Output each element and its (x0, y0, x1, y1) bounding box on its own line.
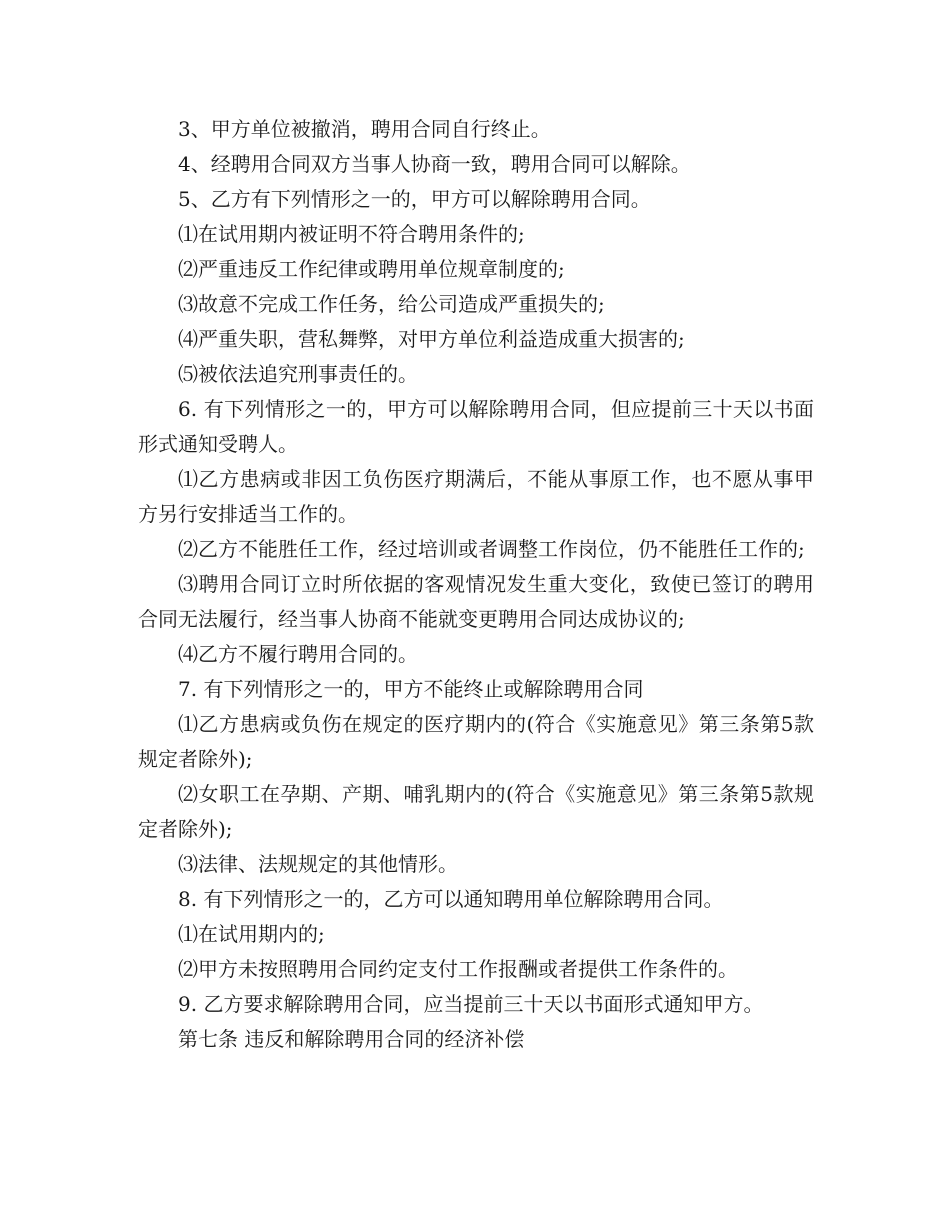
clause-8-item-2: ⑵甲方未按照聘用合同约定支付工作报酬或者提供工作条件的。 (178, 957, 738, 981)
clause-5-item-4: ⑷严重失职，营私舞弊，对甲方单位利益造成重大损害的; (178, 327, 685, 351)
clause-7-item-3: ⑶法律、法规规定的其他情形。 (178, 852, 458, 876)
clause-6-item-1: ⑴乙方患病或非因工负伤医疗期满后，不能从事原工作，也不愿从事甲方另行安排适当工作的。 (138, 467, 814, 526)
clause-6-item-4: ⑷乙方不履行聘用合同的。 (178, 642, 418, 666)
clause-5: 5、乙方有下列情形之一的，甲方可以解除聘用合同。 (178, 187, 651, 211)
clause-9: 9. 乙方要求解除聘用合同，应当提前三十天以书面形式通知甲方。 (178, 992, 764, 1016)
clause-6-item-2: ⑵乙方不能胜任工作，经过培训或者调整工作岗位，仍不能胜任工作的; (178, 537, 805, 561)
clause-6-item-3: ⑶聘用合同订立时所依据的客观情况发生重大变化，致使已签订的聘用合同无法履行，经当事人协商不能就变更聘用合同达成协议的; (138, 572, 814, 631)
document-page (138, 112, 814, 1057)
clause-5-item-3: ⑶故意不完成工作任务，给公司造成严重损失的; (178, 292, 605, 316)
clause-7: 7. 有下列情形之一的，甲方不能终止或解除聘用合同 (178, 677, 644, 701)
section-heading-article-7: 第七条 违反和解除聘用合同的经济补偿 (178, 1027, 525, 1051)
clause-3: 3、甲方单位被撤消，聘用合同自行终止。 (178, 117, 551, 141)
clause-7-item-2: ⑵女职工在孕期、产期、哺乳期内的(符合《实施意见》第三条第5款规定者除外); (138, 782, 814, 841)
clause-8: 8. 有下列情形之一的，乙方可以通知聘用单位解除聘用合同。 (178, 887, 724, 911)
clause-8-item-1: ⑴在试用期内的; (178, 922, 325, 946)
clause-4: 4、经聘用合同双方当事人协商一致，聘用合同可以解除。 (178, 152, 691, 176)
clause-5-item-5: ⑸被依法追究刑事责任的。 (178, 362, 418, 386)
clause-5-item-1: ⑴在试用期内被证明不符合聘用条件的; (178, 222, 525, 246)
clause-5-item-2: ⑵严重违反工作纪律或聘用单位规章制度的; (178, 257, 565, 281)
clause-6: 6. 有下列情形之一的，甲方可以解除聘用合同，但应提前三十天以书面形式通知受聘人。 (138, 397, 814, 456)
clause-7-item-1: ⑴乙方患病或负伤在规定的医疗期内的(符合《实施意见》第三条第5款规定者除外); (138, 712, 814, 771)
